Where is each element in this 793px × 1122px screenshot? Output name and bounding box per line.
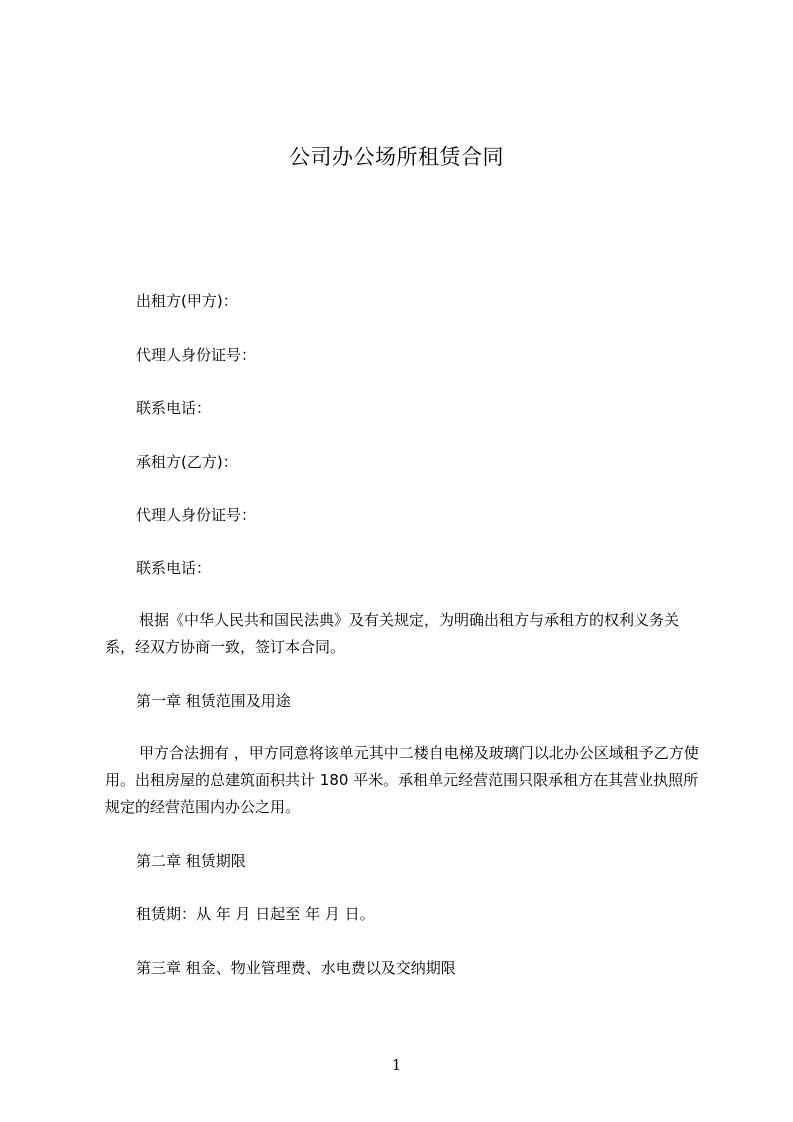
preamble-paragraph: 根据《中华人民共和国民法典》及有关规定，为明确出租方与承租方的权利义务关系，经双方协商一致，签订本合同。 xyxy=(105,611,680,656)
lessee-agent-id-label: 代理人身份证号： xyxy=(136,506,257,524)
lessee-label: 承租方(乙方)： xyxy=(136,453,238,471)
lessor-label: 出租方(甲方)： xyxy=(136,292,238,310)
chapter-1-heading: 第一章 租赁范围及用途 xyxy=(136,692,291,710)
page-number: 1 xyxy=(391,1056,402,1074)
lessee-phone-label: 联系电话： xyxy=(136,559,212,577)
chapter-2-heading: 第二章 租赁期限 xyxy=(136,852,246,870)
lessor-phone-label: 联系电话： xyxy=(136,399,212,417)
document-title: 公司办公场所租赁合同 xyxy=(289,145,504,169)
chapter-3-heading: 第三章 租金、物业管理费、水电费以及交纳期限 xyxy=(136,959,456,977)
lease-term-line: 租赁期：从 年 月 日起至 年 月 日。 xyxy=(136,905,375,923)
chapter-1-body: 甲方合法拥有 ，甲方同意将该单元其中二楼自电梯及玻璃门以北办公区域租予乙方使用。出租房屋的总建筑面积共计 180 平米。承租单元经营范围只限承租方在其营业执照所规定的经营范围内办公之用。 xyxy=(105,744,699,816)
lessor-agent-id-label: 代理人身份证号： xyxy=(136,346,257,364)
